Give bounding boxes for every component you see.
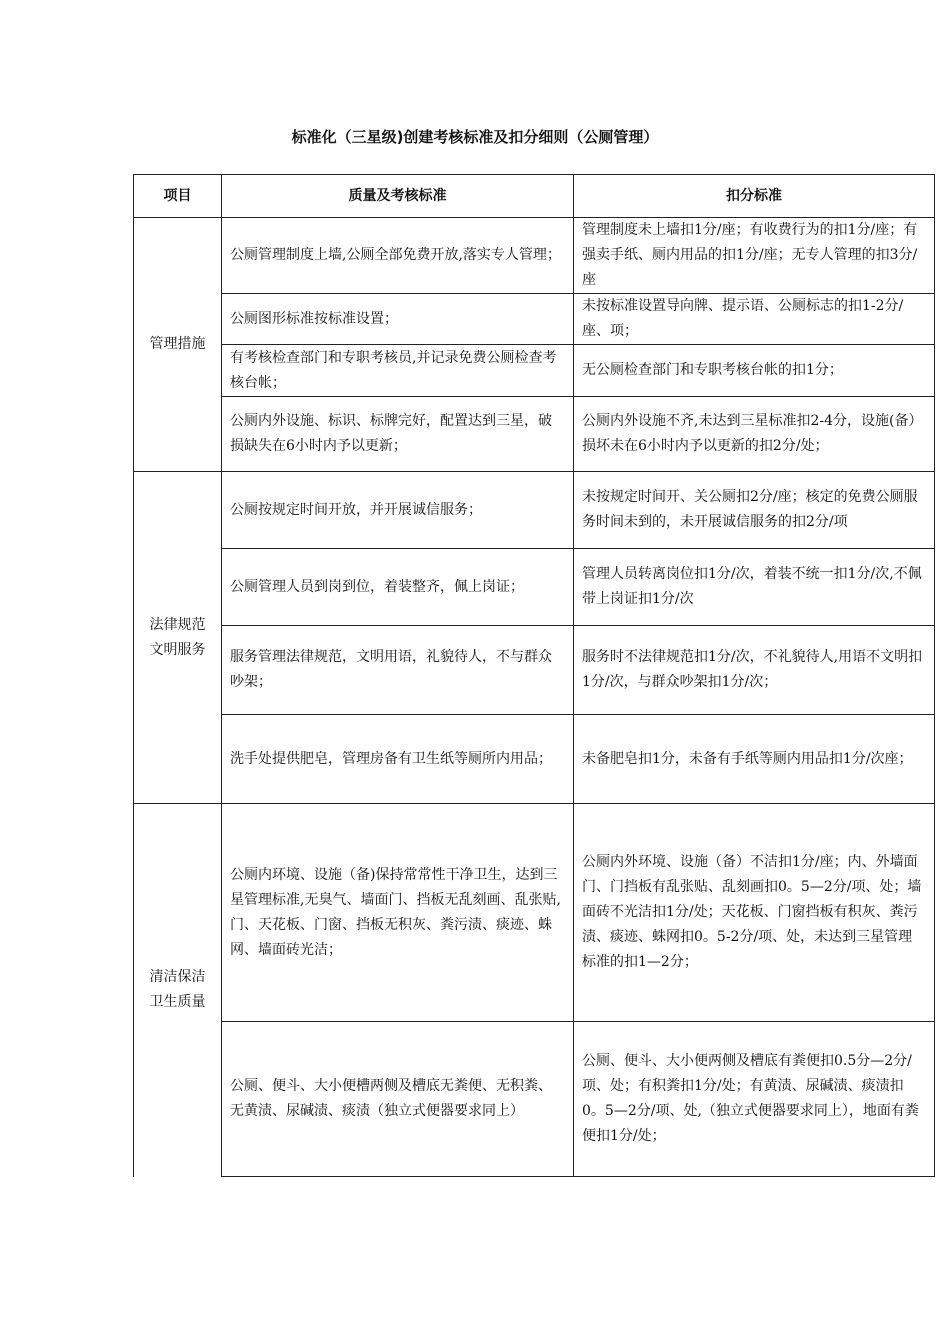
- table-row: [134, 472, 935, 549]
- standard-cell: 洗手处提供肥皂，管理房备有卫生纸等厕所内用品；: [222, 715, 574, 804]
- deduction-cell: 未按规定时间开、关公厕扣2分/座；核定的免费公厕服务时间未到的，未开展诚信服务的扣2分/项: [574, 472, 935, 549]
- standard-cell: 公厕管理制度上墙,公厕全部免费开放,落实专人管理；: [222, 218, 574, 294]
- deduction-cell: 服务时不法律规范扣1分/次，不礼貌待人,用语不文明扣1分/次，与群众吵架扣1分/次；: [574, 626, 935, 715]
- deduction-cell: 管理制度未上墙扣1分/座；有收费行为的扣1分/座；有强卖手纸、厕内用品的扣1分/座；无专人管理的扣3分/座: [574, 218, 935, 294]
- standard-cell: 公厕按规定时间开放，并开展诚信服务；: [222, 472, 574, 549]
- standard-cell: 公厕内环境、设施（备)保持常常性干净卫生，达到三星管理标准,无臭气、墙面门、挡板无乱刻画、乱张贴,门、天花板、门窗、挡板无积灰、粪污渍、痰迹、蛛网、墙面砖光洁；: [222, 804, 574, 1022]
- table-row: [134, 397, 935, 472]
- table-row: [134, 626, 935, 715]
- standard-cell: 公厕内外设施、标识、标牌完好，配置达到三星，破损缺失在6小时内予以更新；: [222, 397, 574, 472]
- deduction-cell: 未按标准设置导向牌、提示语、公厕标志的扣1-2分/座、项；: [574, 294, 935, 345]
- standard-cell: 公厕管理人员到岗到位，着装整齐，佩上岗证；: [222, 549, 574, 626]
- document-title: 标准化（三星级)创建考核标准及扣分细则（公厕管理）: [291, 128, 659, 146]
- header-item: 项目: [134, 175, 222, 218]
- table-row: [134, 549, 935, 626]
- category-label: 清洁保洁 卫生质量: [149, 969, 206, 1011]
- deduction-cell: 公厕、便斗、大小便两侧及槽底有粪便扣0.5分—2分/项、处；有积粪扣1分/处；有黄渍、尿碱渍、痰渍扣0。5—2分/项、处,（独立式便器要求同上），地面有粪便扣1分/处；: [574, 1022, 935, 1177]
- deduction-cell: 公厕内外环境、设施（备）不洁扣1分/座；内、外墙面门、门挡板有乱张贴、乱刻画扣0。5—2分/项、处；墙面砖不光洁扣1分/处；天花板、门窗挡板有积灰、粪污渍、痰迹、蛛网扣0。5-2分/项、处，未达到三星管理标准的扣1—2分；: [574, 804, 935, 1022]
- category-cell: [134, 804, 222, 1177]
- header-deduction: 扣分标准: [574, 175, 935, 218]
- deduction-cell: 管理人员转离岗位扣1分/次，着装不统一扣1分/次,不佩带上岗证扣1分/次: [574, 549, 935, 626]
- deduction-cell: 未备肥皂扣1分，未备有手纸等厕内用品扣1分/次座；: [574, 715, 935, 804]
- table-row: [134, 294, 935, 345]
- category-label: 管理措施: [149, 336, 206, 352]
- standard-cell: 公厕图形标准按标准设置；: [222, 294, 574, 345]
- category-cell: [134, 472, 222, 804]
- table-row: [134, 715, 935, 804]
- standard-cell: 有考核检查部门和专职考核员,并记录免费公厕检查考核台帐；: [222, 345, 574, 397]
- table-row: [134, 218, 935, 294]
- standard-cell: 服务管理法律规范，文明用语，礼貌待人，不与群众吵架；: [222, 626, 574, 715]
- deduction-cell: 无公厕检查部门和专职考核台帐的扣1分；: [574, 345, 935, 397]
- table-row: [134, 345, 935, 397]
- assessment-table: [133, 174, 935, 1177]
- header-standard: 质量及考核标准: [222, 175, 574, 218]
- deduction-cell: 公厕内外设施不齐,未达到三星标准扣2-4分，设施(备）损坏未在6小时内予以更新的扣2分/处；: [574, 397, 935, 472]
- category-label: 法律规范 文明服务: [149, 616, 206, 658]
- standard-cell: 公厕、便斗、大小便槽两侧及槽底无粪便、无积粪、无黄渍、尿碱渍、痰渍（独立式便器要求同上）: [222, 1022, 574, 1177]
- table-row: [134, 1022, 935, 1177]
- table-row: [134, 804, 935, 1022]
- category-cell: [134, 218, 222, 472]
- table-header-row: [134, 175, 935, 218]
